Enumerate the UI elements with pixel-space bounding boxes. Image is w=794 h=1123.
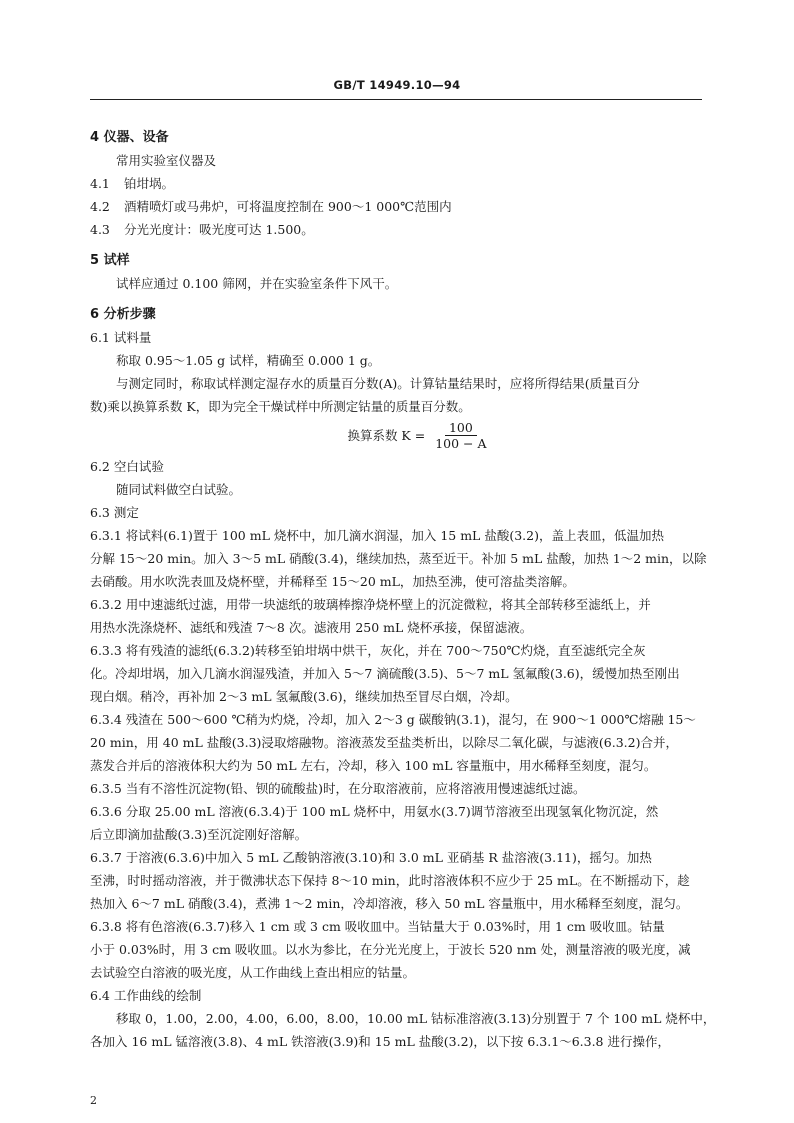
paragraph-6-3-6-line: 后立即滴加盐酸(3.3)至沉淀刚好溶解。	[90, 827, 308, 842]
section-5-body: 试样应通过 0.100 筛网，并在实验室条件下风干。	[116, 276, 398, 291]
paragraph-6-3-7-line: 6.3.7 于溶液(6.3.6)中加入 5 mL 乙酸钠溶液(3.10)和 3.0 mL 亚硝基 R 盐溶液(3.11)，摇匀。加热	[90, 850, 652, 865]
conversion-formula	[126, 420, 712, 451]
paragraph-line: 随同试料做空白试验。	[116, 482, 242, 497]
header-rule	[90, 99, 702, 100]
subsection-6-1-heading: 6.1 试料量	[90, 330, 152, 345]
item-number: 4.1	[90, 176, 110, 191]
item-number: 4.3	[90, 222, 110, 237]
item-number: 4.2	[90, 199, 110, 214]
document-body	[90, 126, 716, 1053]
item-text: 铂坩埚。	[124, 176, 175, 191]
paragraph-6-3-3-line: 6.3.3 将有残渣的滤纸(6.3.2)转移至铂坩埚中烘干，灰化，并在 700～750℃灼烧，直至滤纸完全灰	[90, 643, 646, 658]
paragraph-6-4-line: 移取 0，1.00，2.00，4.00，6.00，8.00，10.00 mL 钴标准溶液(3.13)分别置于 7 个 100 mL 烧杯中，	[116, 1011, 716, 1026]
paragraph-line: 与测定同时，称取试样测定湿存水的质量百分数(A)。计算钴量结果时，应将所得结果(质量百分	[116, 376, 640, 391]
paragraph-line: 称取 0.95～1.05 g 试样，精确至 0.000 1 g。	[116, 353, 381, 368]
item-4-1	[90, 172, 712, 195]
page-number: 2	[90, 1094, 97, 1107]
subsection-6-2-heading: 6.2 空白试验	[90, 459, 164, 474]
paragraph-6-3-4-line: 蒸发合并后的溶液体积大约为 50 mL 左右，冷却，移入 100 mL 容量瓶中，用水稀释至刻度，混匀。	[90, 758, 657, 773]
standard-code-header: GB/T 14949.10—94	[333, 78, 461, 92]
paragraph-6-3-4-line: 6.3.4 残渣在 500～600 ℃稍为灼烧，冷却，加入 2～3 g 碳酸钠(3.1)，混匀，在 900～1 000℃熔融 15～	[90, 712, 696, 727]
item-4-2	[90, 195, 712, 218]
paragraph-line: 数)乘以换算系数 K，即为完全干燥试样中所测定钴量的质量百分数。	[90, 399, 471, 414]
paragraph-6-3-1-line: 分解 15～20 min。加入 3～5 mL 硝酸(3.4)，继续加热，蒸至近干。补加 5 mL 盐酸，加热 1～2 min，以除	[90, 551, 707, 566]
formula-fraction	[431, 420, 490, 451]
paragraph-6-3-7-line: 至沸，时时摇动溶液，并于微沸状态下保持 8～10 min，此时溶液体积不应少于 25 mL。在不断摇动下，趁	[90, 873, 690, 888]
paragraph-6-3-4-line: 20 min，用 40 mL 盐酸(3.3)浸取熔融物。溶液蒸发至盐类析出，以除尽二氧化碳，与滤液(6.3.2)合并，	[90, 735, 678, 750]
paragraph-6-3-8-line: 小于 0.03%时，用 3 cm 吸收皿。以水为参比，在分光光度上，于波长 520 nm 处，测量溶液的吸光度，减	[90, 942, 691, 957]
item-text: 分光光度计：吸光度可达 1.500。	[124, 222, 314, 237]
paragraph-6-3-2-line: 6.3.2 用中速滤纸过滤，用带一块滤纸的玻璃棒擦净烧杯壁上的沉淀微粒，将其全部转移至滤纸上，并	[90, 597, 651, 612]
paragraph-6-3-3-line: 化。冷却坩埚，加入几滴水润湿残渣，并加入 5～7 滴硫酸(3.5)、5～7 mL 氢氟酸(3.6)，缓慢加热至刚出	[90, 666, 680, 681]
paragraph-6-3-7-line: 热加入 6～7 mL 硝酸(3.4)，煮沸 1～2 min，冷却溶液，移入 50 mL 容量瓶中，用水稀释至刻度，混匀。	[90, 896, 689, 911]
subsection-6-3-heading: 6.3 测定	[90, 505, 139, 520]
paragraph-6-3-6-line: 6.3.6 分取 25.00 mL 溶液(6.3.4)于 100 mL 烧杯中，用氨水(3.7)调节溶液至出现氢氧化物沉淀，然	[90, 804, 659, 819]
formula-numerator: 100	[445, 420, 477, 436]
section-6-title: 6 分析步骤	[90, 307, 156, 322]
paragraph-6-4-line: 各加入 16 mL 锰溶液(3.8)、4 mL 铁溶液(3.9)和 15 mL 盐酸(3.2)，以下按 6.3.1～6.3.8 进行操作，	[90, 1034, 670, 1049]
section-4-title: 4 仪器、设备	[90, 130, 169, 145]
item-text: 酒精喷灯或马弗炉，可将温度控制在 900～1 000℃范围内	[124, 199, 452, 214]
paragraph-6-3-8-line: 6.3.8 将有色溶液(6.3.7)移入 1 cm 或 3 cm 吸收皿中。当钴量大于 0.03%时，用 1 cm 吸收皿。钴量	[90, 919, 665, 934]
section-5-title: 5 试样	[90, 253, 130, 268]
paragraph-6-3-1-line: 6.3.1 将试料(6.1)置于 100 mL 烧杯中，加几滴水润湿，加入 15 mL 盐酸(3.2)，盖上表皿，低温加热	[90, 528, 664, 543]
formula-lhs: 换算系数 K =	[347, 428, 426, 443]
formula-denominator: 100 − A	[435, 436, 487, 451]
subsection-6-4-heading: 6.4 工作曲线的绘制	[90, 988, 202, 1003]
item-4-3	[90, 218, 712, 241]
paragraph-6-3-1-line: 去硝酸。用水吹洗表皿及烧杯壁，并稀释至 15～20 mL，加热至沸，使可溶盐类溶解。	[90, 574, 575, 589]
paragraph-6-3-5-line: 6.3.5 当有不溶性沉淀物(铅、钡的硫酸盐)时，在分取溶液前，应将溶液用慢速滤纸过滤。	[90, 781, 586, 796]
section-4-intro: 常用实验室仪器及	[116, 153, 217, 168]
paragraph-6-3-3-line: 现白烟。稍冷，再补加 2～3 mL 氢氟酸(3.6)，继续加热至冒尽白烟，冷却。	[90, 689, 518, 704]
paragraph-6-3-2-line: 用热水洗涤烧杯、滤纸和残渣 7～8 次。滤液用 250 mL 烧杯承接，保留滤液。	[90, 620, 533, 635]
paragraph-6-3-8-line: 去试验空白溶液的吸光度，从工作曲线上查出相应的钴量。	[90, 965, 416, 980]
